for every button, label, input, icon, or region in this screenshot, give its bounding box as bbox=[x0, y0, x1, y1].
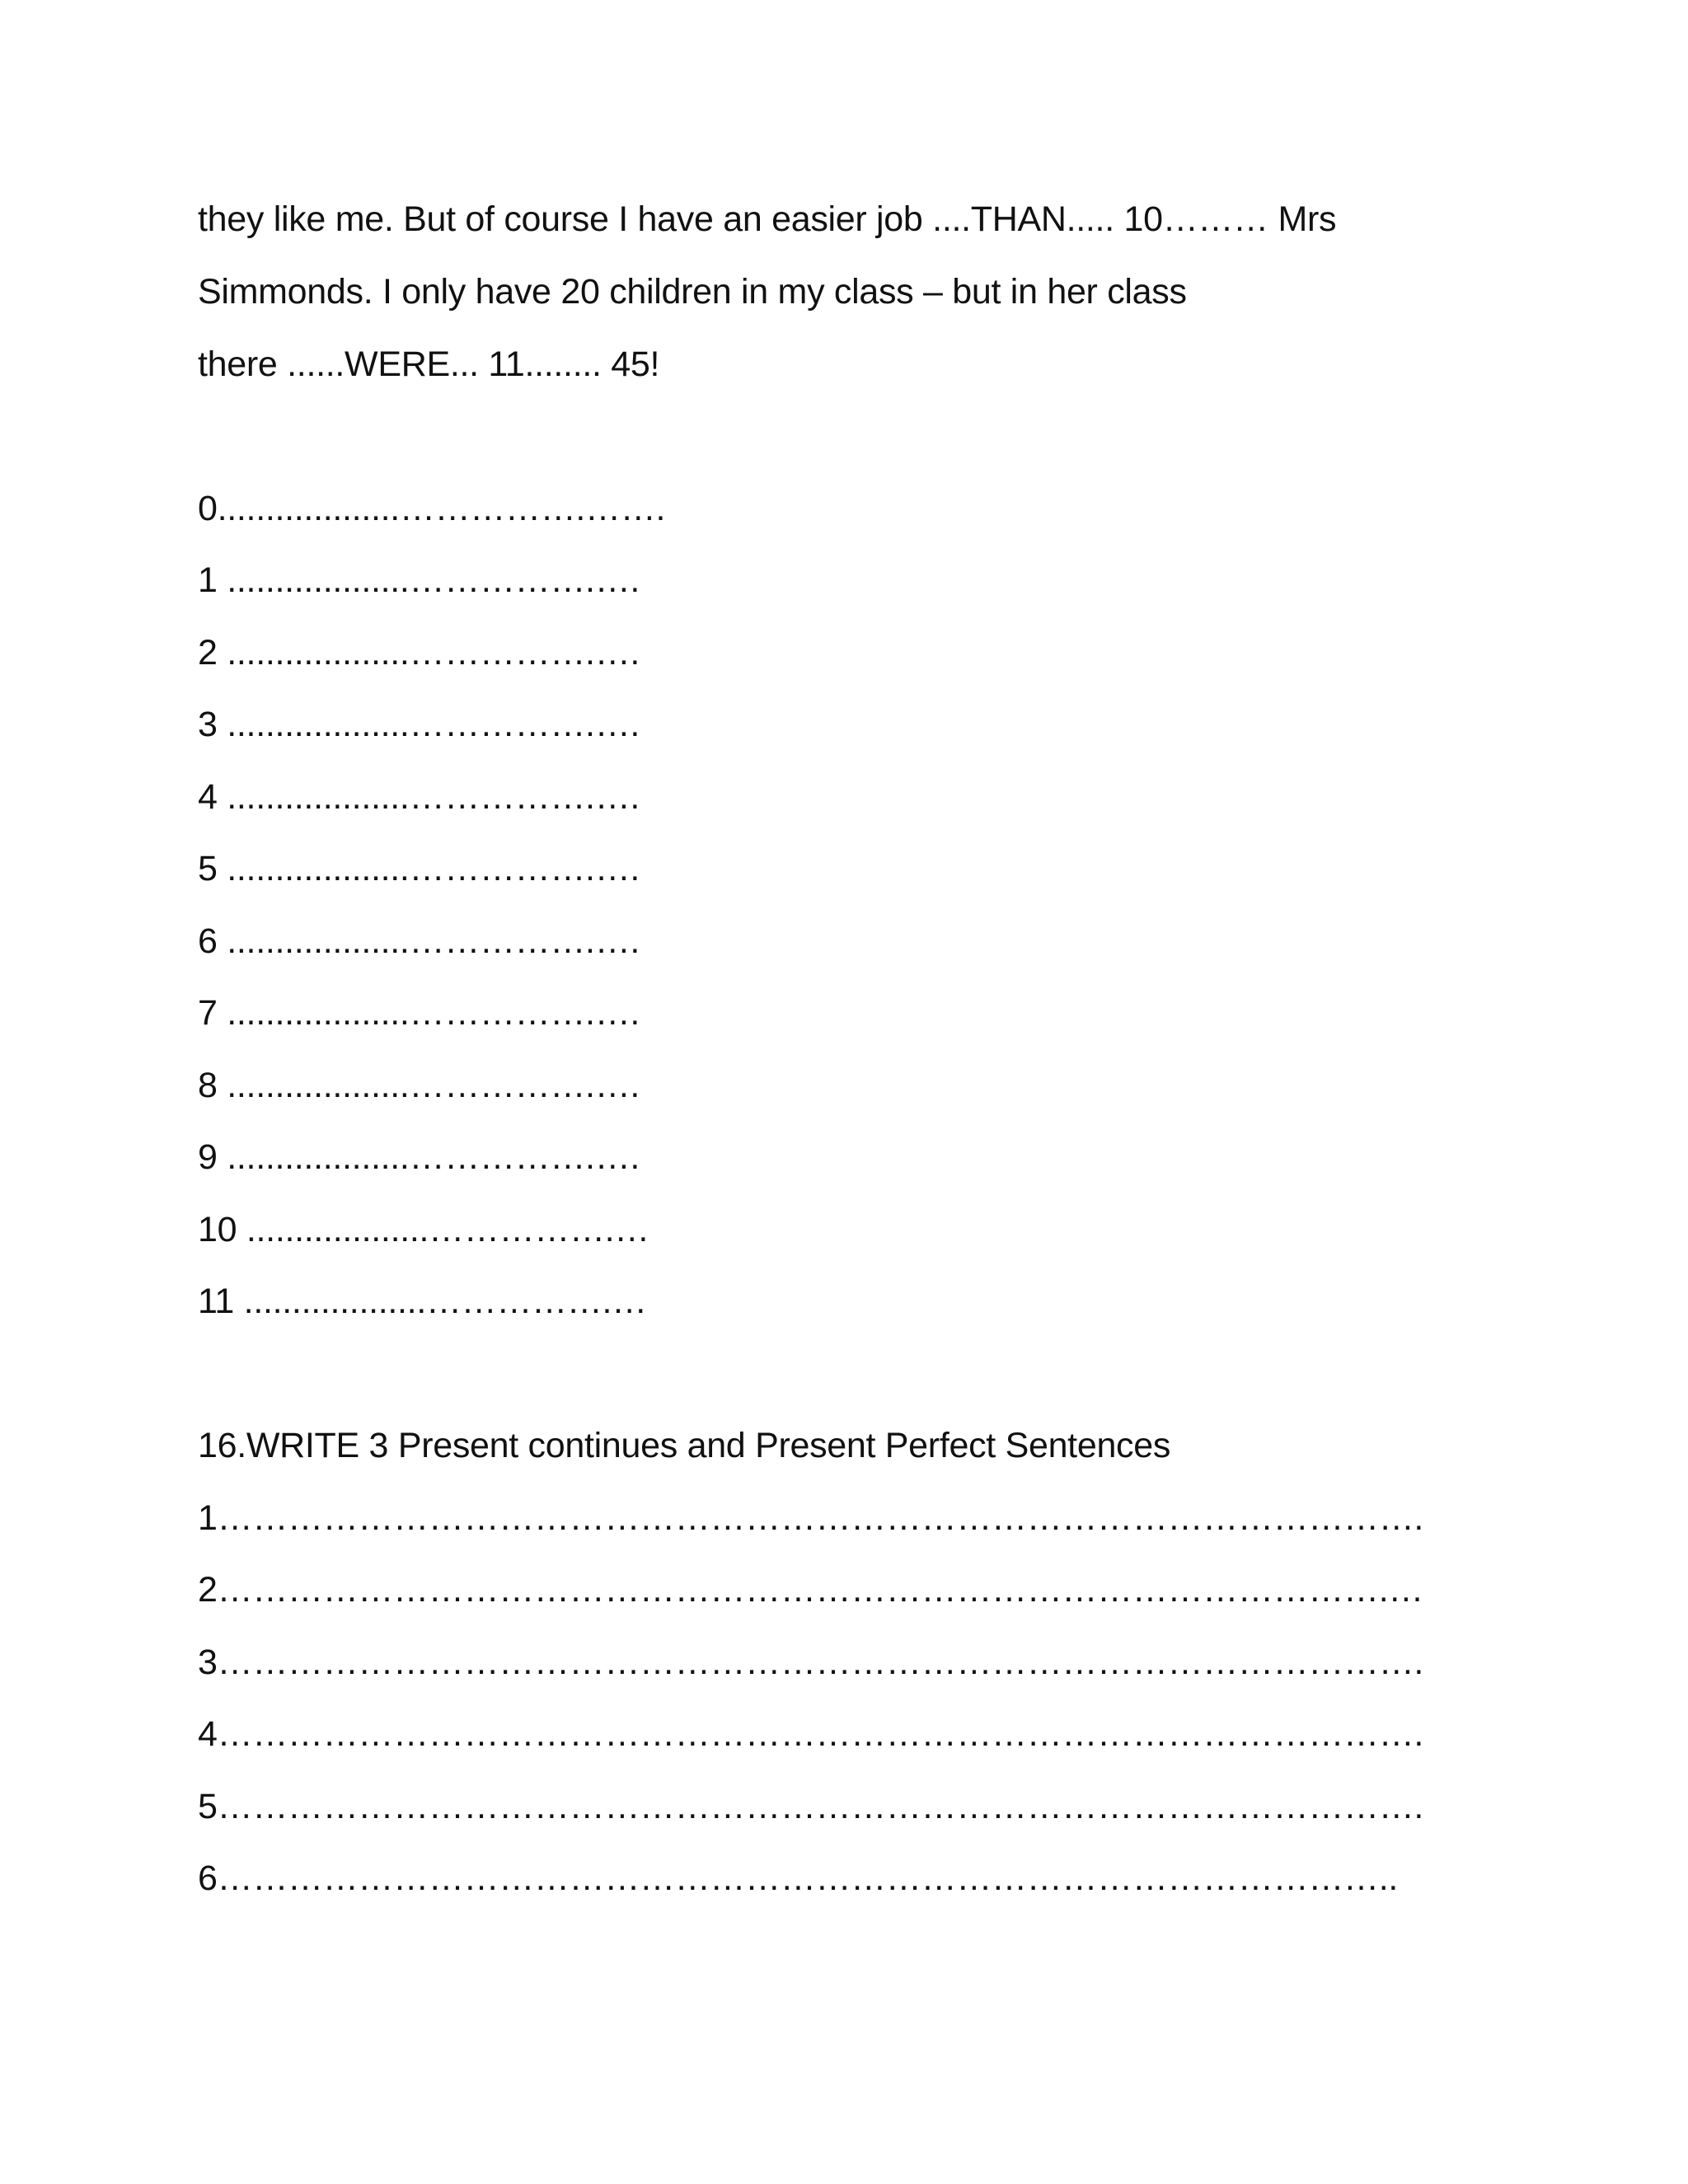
sentence-line-6: 6……………………………………………………………………………………….. bbox=[198, 1858, 1399, 1898]
answer-line-11: 11 ...................…………….… bbox=[198, 1282, 647, 1321]
answer-line-7: 7 ...................…………….…. bbox=[198, 993, 640, 1033]
answer-line-4: 4 ...................…………….…. bbox=[198, 777, 640, 817]
answer-line-1: 1 ...................…………….…. bbox=[198, 560, 640, 600]
answer-line-3: 3 ...................…………….…. bbox=[198, 705, 640, 744]
sentence-line-3: 3…………………………………………………………………………………………. bbox=[198, 1643, 1424, 1682]
sentence-line-1: 1…………………………………………………………………………………………. bbox=[198, 1498, 1424, 1538]
answer-line-0: 0...................…………….……. bbox=[198, 489, 666, 528]
answer-line-8: 8 ...................…………….…. bbox=[198, 1066, 640, 1105]
answer-line-5: 5 ...................…………….…. bbox=[198, 849, 640, 888]
task-16-title: 16.WRITE 3 Present continues and Present Perfect Sentences bbox=[198, 1426, 1171, 1465]
answer-line-9: 9 ...................…………….…. bbox=[198, 1137, 640, 1177]
passage-line-2: Simmonds. I only have 20 children in my class – but in her class bbox=[198, 272, 1187, 312]
answer-line-6: 6 ...................…………….…. bbox=[198, 921, 640, 961]
answer-line-10: 10 ...................…………….… bbox=[198, 1210, 650, 1249]
answer-line-2: 2 ...................…………….…. bbox=[198, 633, 640, 673]
passage-line-1: they like me. But of course I have an easier job ....THAN..... 10……… Mrs bbox=[198, 199, 1337, 239]
passage-line-3: there ......WERE... 11........ 45! bbox=[198, 344, 660, 384]
sentence-line-5: 5…………………………………………………………………………………………. bbox=[198, 1787, 1424, 1826]
sentence-line-4: 4…………………………………………………………………………………………. bbox=[198, 1714, 1424, 1754]
sentence-line-2: 2……………………………………………………………………………………….… bbox=[198, 1570, 1424, 1610]
